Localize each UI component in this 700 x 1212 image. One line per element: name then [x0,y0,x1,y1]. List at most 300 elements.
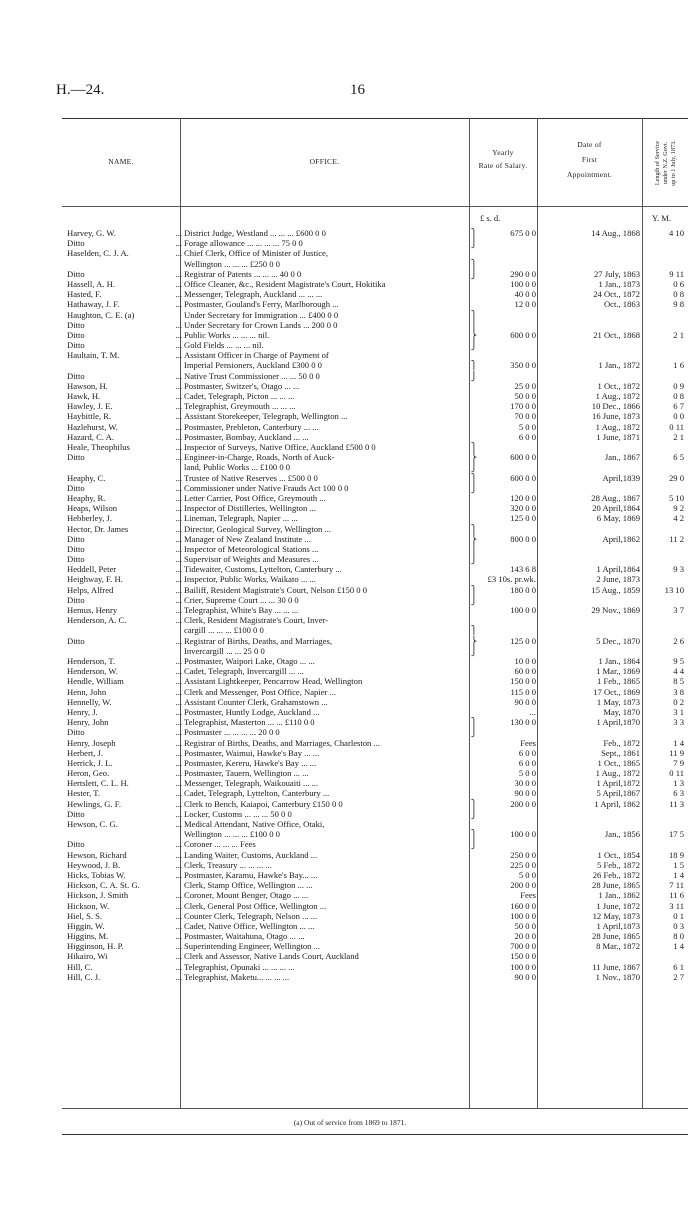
table-row [0,442,700,452]
brace-mark: ⎭ [470,238,478,249]
date-cell: 1 Oct., 1854 [597,849,640,860]
table-row [0,350,700,360]
table-row [0,248,700,258]
office-cell: Inspector of Distilleries, Wellington ... [184,503,316,514]
leader-dots: ... [175,706,182,717]
table-row [0,921,700,931]
salary-cell: 90 0 0 [514,971,536,982]
leader-dots: ... [175,676,182,687]
office-cell: Registrar of Births, Deaths, and Marriages, Charleston ... [184,737,380,748]
office-cell: Postmaster, Prebleton, Canterbury ... ... [184,421,319,432]
table-row [0,513,700,523]
table-row [0,788,700,798]
column-header-salary [469,148,537,170]
name-cell: Hewson, Richard [67,849,127,860]
leader-dots: ... [175,890,182,901]
salary-cell: 150 0 0 [510,951,536,962]
table-row [0,228,700,238]
name-cell: Hazard, C. A. [67,431,115,442]
table-row [0,697,700,707]
office-cell: Letter Carrier, Post Office, Greymouth ... [184,492,326,503]
date-cell: 1 Jan., 1862 [598,890,640,901]
name-cell: Ditto [67,808,85,819]
leader-dots: ... [175,951,182,962]
length-cell: 3 11 [669,900,684,911]
name-cell: Ditto [67,533,85,544]
leader-dots: ... [175,441,182,452]
leader-dots: ... [175,910,182,921]
office-cell: Commissioner under Native Frauds Act 100 0 0 [184,482,349,493]
office-cell: Under Secretary for Immigration ... £400 0 0 [184,309,339,320]
salary-cell: 125 0 0 [510,635,536,646]
office-cell: Assistant Lightkeeper, Pencarrow Head, Wellington [184,676,363,687]
office-cell: Counter Clerk, Telegraph, Nelson ... ... [184,910,318,921]
length-cell: 0 1 [673,910,684,921]
table-row [0,839,700,849]
salary-cell: 290 0 0 [510,268,536,279]
office-cell: Public Works ... ... ... nil. [184,329,270,340]
salary-cell: ... [529,706,536,717]
date-cell: 14 Aug., 1868 [591,228,640,238]
name-cell: Ditto [67,340,85,351]
page-number: 16 [350,82,365,98]
length-cell: 18 9 [668,849,684,860]
office-cell: Wellington ... ... ... £100 0 0 [184,829,280,840]
office-cell: Inspector of Surveys, Native Office, Auckland £500 0 0 [184,441,376,452]
office-cell: Messenger, Telegraph, Auckland ... ... ... [184,289,323,300]
name-cell: Henry, J. [67,706,98,717]
leader-dots: ... [175,778,182,789]
brace-mark: ⎭ [470,340,478,351]
column-header-length [645,122,687,204]
leader-dots: ... [175,492,182,503]
office-cell: cargill ... ... ... £100 0 0 [184,625,264,636]
salary-cell: 100 0 0 [510,278,536,289]
name-cell: Higgins, M. [67,931,109,942]
name-cell: Heaphy, C. [67,472,106,483]
date-header-line-1: Date of [577,140,602,149]
footnote: (a) Out of service from 1869 to 1871. [293,1118,407,1127]
name-cell: Haselden, C. J. A. [67,248,129,259]
date-cell: 11 June, 1867 [592,961,640,972]
date-cell: 15 Aug., 1859 [591,584,640,595]
salary-cell: 6 0 0 [518,757,536,768]
date-cell: 1 April,1872 [596,778,640,789]
office-cell: Superintending Engineer, Wellington ... [184,941,321,952]
office-cell: Chief Clerk, Office of Minister of Justice, [184,248,328,259]
leader-dots: ... [175,543,182,554]
table-row [0,880,700,890]
office-cell: Assistant Storekeeper, Telegraph, Wellington ... [184,411,348,422]
name-cell: Henry, Joseph [67,737,116,748]
leader-dots: ... [175,839,182,850]
name-cell: Hebberley, J. [67,513,113,524]
table-row [0,259,700,269]
salary-cell: 170 0 0 [510,401,536,412]
date-cell: 1 April,1873 [596,920,640,931]
length-cell: 6 5 [673,452,684,463]
salary-cell: 70 0 0 [514,411,536,422]
date-cell: 1 Jan., 1864 [598,655,640,666]
name-cell: Heale, Theophilus [67,441,130,452]
date-cell: 17 Oct., 1869 [593,686,640,697]
table-row [0,381,700,391]
leader-dots: ... [175,727,182,738]
leader-dots: ... [175,452,182,463]
date-cell: 1 Mar., 1869 [596,666,640,677]
leader-dots: ... [175,340,182,351]
name-cell: Hiel, S. S. [67,910,103,921]
brace-mark: ⎫ [470,625,478,636]
date-cell: Jan., 1867 [604,452,640,463]
brace-mark: ⎫ [470,717,478,728]
office-cell: Gold Fields ... ... ... nil. [184,340,264,351]
length-cell: 2 1 [673,329,684,340]
length-cell: 4 10 [668,228,684,238]
name-cell: Ditto [67,554,85,565]
name-cell: Higginson, H. P. [67,941,124,952]
date-cell: 1 Nov., 1870 [595,971,640,982]
date-cell: 5 Dec., 1870 [596,635,640,646]
table-row [0,799,700,809]
office-cell: Office Cleaner, &c., Resident Magistrate's Court, Hokitika [184,278,386,289]
brace-mark: ⎫ [470,309,478,320]
brace-mark: ⎭ [470,482,478,493]
brace-mark: ⎬ [470,452,478,463]
name-cell: Harvey, G. W. [67,228,116,238]
office-cell: Telegraphist, Greymouth ... ... ... [184,401,296,412]
table-row [0,524,700,534]
brace-mark: ⎫ [470,472,478,483]
office-cell: Clerk to Bench, Kaiapoi, Canterbury £150 0 0 [184,798,343,809]
leader-dots: ... [175,849,182,860]
leader-dots: ... [175,238,182,249]
table-row [0,289,700,299]
brace-mark: ⎭ [470,839,478,850]
table-row [0,503,700,513]
leader-dots: ... [175,920,182,931]
leader-dots: ... [175,971,182,982]
name-cell: Ditto [67,370,85,381]
salary-cell: 700 0 0 [510,941,536,952]
leader-dots: ... [175,961,182,972]
length-cell: 6 3 [673,788,684,799]
salary-cell: 60 0 0 [514,666,536,677]
table-row [0,483,700,493]
length-cell: 7 9 [673,757,684,768]
office-cell: Postmaster, Tauern, Wellington ... ... [184,768,309,779]
salary-cell: 30 0 0 [514,778,536,789]
name-cell: Hickson, C. A. St. G. [67,880,140,891]
table-row [0,279,700,289]
date-cell: Oct., 1863 [603,299,640,310]
brace-mark: ⎭ [470,594,478,605]
salary-cell: 600 0 0 [510,472,536,483]
name-cell: Hendle, William [67,676,124,687]
office-cell: Coroner ... ... ... Fees [184,839,256,850]
salary-cell: 160 0 0 [510,900,536,911]
name-cell: Heaphy, R. [67,492,106,503]
office-cell: Lineman, Telegraph, Napier ... ... [184,513,298,524]
name-cell: Heighway, F. H. [67,574,123,585]
length-cell: 17 5 [668,829,684,840]
leader-dots: ... [175,717,182,728]
footnote-rule [62,1108,688,1109]
office-cell: Wellington ... ... ... £250 0 0 [184,258,280,269]
salary-cell: 200 0 0 [510,798,536,809]
leader-dots: ... [175,666,182,677]
salary-cell: 115 0 0 [510,686,536,697]
office-cell: Cadet, Native Office, Wellington ... ... [184,920,315,931]
length-cell: 0 9 [673,380,684,391]
length-cell: 8 5 [673,676,684,687]
name-cell: Herrick, J. L. [67,757,113,768]
leader-dots: ... [175,696,182,707]
name-cell: Henderson, W. [67,666,118,677]
name-cell: Hill, C. J. [67,971,101,982]
salary-cell: 125 0 0 [510,513,536,524]
leader-dots: ... [175,482,182,493]
date-cell: 28 Aug., 1867 [591,492,640,503]
table-row [0,666,700,676]
leader-dots: ... [175,605,182,616]
leader-dots: ... [175,278,182,289]
brace-mark: ⎪ [470,543,478,554]
length-cell: 0 8 [673,391,684,402]
name-cell: Henderson, T. [67,655,116,666]
table-row [0,951,700,961]
table-row [0,564,700,574]
date-cell: 1 April, 1862 [594,798,640,809]
salary-cell: 225 0 0 [510,859,536,870]
length-cell: 4 2 [673,513,684,524]
table-row [0,656,700,666]
length-cell: 11 2 [669,533,684,544]
table-row [0,605,700,615]
table-row [0,758,700,768]
brace-mark: ⎫ [470,360,478,371]
table-row [0,829,700,839]
salary-cell: 320 0 0 [510,503,536,514]
leader-dots: ... [175,686,182,697]
office-cell: Registrar of Births, Deaths, and Marriages, [184,635,332,646]
length-cell: 1 4 [673,737,684,748]
salary-cell: 600 0 0 [510,452,536,463]
name-cell: Ditto [67,319,85,330]
salary-cell: 120 0 0 [510,492,536,503]
office-cell: Manager of New Zealand Institute ... [184,533,311,544]
brace-mark: ⎫ [470,523,478,534]
office-cell: Postmaster, Karamu, Hawke's Bay... ... [184,869,318,880]
length-cell: 2 1 [673,431,684,442]
salary-cell: Fees [520,890,536,901]
name-cell: Hester, T. [67,788,100,799]
table-row [0,636,700,646]
leader-dots: ... [175,564,182,575]
name-cell: Haughton, C. E. (a) [67,309,135,320]
leader-dots: ... [175,798,182,809]
office-cell: Postmaster, Bombay, Auckland ... ... [184,431,309,442]
office-cell: Forage allowance ... ... ... ... 75 0 0 [184,238,303,249]
leader-dots: ... [175,472,182,483]
length-cell: 7 11 [669,880,684,891]
date-cell: May, 1870 [603,706,640,717]
leader-dots: ... [175,584,182,595]
salary-cell: 5 0 0 [518,768,536,779]
length-cell: 13 10 [664,584,684,595]
office-cell: Telegraphist, Opunaki ... ... ... ... [184,961,295,972]
office-cell: Cadet, Telegraph, Invercargill ... ... [184,666,304,677]
length-cell: 8 0 [673,931,684,942]
name-cell: Ditto [67,839,85,850]
table-row [0,411,700,421]
column-header-office: OFFICE. [309,157,340,166]
office-cell: Assistant Officer in Charge of Payment of [184,350,329,361]
office-cell: Clerk and Assessor, Native Lands Court, Auckland [184,951,359,962]
office-cell: Clerk, Resident Magistrate's Court, Inver- [184,615,329,626]
date-cell: 1 Aug., 1872 [595,391,640,402]
table-row [0,890,700,900]
table-row [0,452,700,462]
name-cell: Ditto [67,329,85,340]
salary-cell: 100 0 0 [510,829,536,840]
salary-units: £ s. d. [480,213,501,223]
table-row [0,687,700,697]
leader-dots: ... [175,380,182,391]
name-cell: Ditto [67,238,85,249]
office-cell: Director, Geological Survey, Wellington ... [184,523,331,534]
leader-dots: ... [175,768,182,779]
office-cell: Cadet, Telegraph, Picton ... ... ... [184,391,295,402]
leader-dots: ... [175,513,182,524]
name-cell: Hawk, H. [67,391,101,402]
salary-header-line-2: Rate of Salary. [478,161,528,170]
name-cell: Hickson, W. [67,900,110,911]
office-cell: Postmaster, Waipori Lake, Otago ... ... [184,655,315,666]
name-cell: Hennelly, W. [67,696,112,707]
length-cell: 0 6 [673,278,684,289]
office-cell: Locker, Customs ... ... ... 50 0 0 [184,808,292,819]
salary-cell: 180 0 0 [510,584,536,595]
table-row [0,625,700,635]
office-cell: land, Public Works ... £100 0 0 [184,462,291,473]
name-cell: Henry, John [67,717,109,728]
table-row [0,473,700,483]
leader-dots: ... [175,757,182,768]
office-cell: Postmaster ... ... ... ... 20 0 0 [184,727,280,738]
leader-dots: ... [175,299,182,310]
table-row [0,310,700,320]
office-cell: Inspector of Meteorological Stations ... [184,543,319,554]
office-cell: Assistant Counter Clerk, Grahamstown ... [184,696,328,707]
leader-dots: ... [175,747,182,758]
name-cell: Henn, John [67,686,107,697]
length-cell: 1 4 [673,941,684,952]
salary-cell: 100 0 0 [510,961,536,972]
table-row [0,778,700,788]
length-cell: 9 5 [673,655,684,666]
column-header-date [537,140,642,179]
length-units: Y. M. [652,213,671,223]
leader-dots: ... [175,411,182,422]
leader-dots: ... [175,319,182,330]
salary-cell: 5 0 0 [518,869,536,880]
date-cell: 21 Oct., 1868 [593,329,640,340]
leader-dots: ... [175,788,182,799]
table-row [0,422,700,432]
office-cell: Inspector, Public Works, Waikato ... ... [184,574,316,585]
table-row [0,391,700,401]
table-row [0,534,700,544]
name-cell: Hathaway, J. F. [67,299,120,310]
office-cell: Tidewaiter, Customs, Lyttelton, Canterbury ... [184,564,342,575]
leader-dots: ... [175,533,182,544]
table-row [0,911,700,921]
date-cell: 5 April,1867 [596,788,640,799]
date-cell: 28 June, 1865 [592,880,640,891]
leader-dots: ... [175,900,182,911]
office-cell: Telegraphist, Maketu... ... ... ... [184,971,290,982]
table-row [0,432,700,442]
date-cell: 16 June, 1873 [592,411,640,422]
office-cell: Clerk and Messenger, Post Office, Napier ... [184,686,336,697]
office-cell: Postmaster, Kereru, Hawke's Bay ... ... [184,757,317,768]
table-row [0,870,700,880]
name-cell: Hickson, J. Smith [67,890,129,901]
brace-mark: ⎫ [470,228,478,238]
date-cell: 1 Oct., 1872 [597,380,640,391]
length-header-line-3: up to 1 July, 1873. [670,140,677,186]
length-cell: 29 0 [668,472,684,483]
name-cell: Heron, Geo. [67,768,110,779]
length-header-line-2: under N.Z. Govt. [662,141,669,185]
leader-dots: ... [175,554,182,565]
leader-dots: ... [175,859,182,870]
name-cell: Hawson, H. [67,380,108,391]
date-cell: 1 June, 1872 [596,900,640,911]
table-row [0,707,700,717]
leader-dots: ... [175,421,182,432]
date-cell: 28 June, 1865 [592,931,640,942]
name-cell: Ditto [67,727,85,738]
length-header-line-1: Length of Service [654,140,661,186]
office-cell: Cadet, Telegraph, Lyttelton, Canterbury ... [184,788,330,799]
office-cell: Messenger, Telegraph, Waikouaiti ... ... [184,778,319,789]
salary-cell: 800 0 0 [510,533,536,544]
length-cell: 1 3 [673,778,684,789]
office-cell: Landing Waiter, Customs, Auckland ... [184,849,318,860]
header-rule [62,206,688,207]
table-row [0,401,700,411]
name-cell: Ditto [67,635,85,646]
table-row [0,972,700,982]
date-cell: 29 Nov., 1869 [591,605,640,616]
name-cell: Helps, Alfred [67,584,114,595]
office-cell: Invercargill ... ... 25 0 0 [184,645,265,656]
name-cell: Higgin, W. [67,920,105,931]
date-cell: 24 Oct., 1872 [593,289,640,300]
date-cell: 8 Mar., 1872 [596,941,640,952]
date-cell: 1 Aug., 1872 [595,768,640,779]
salary-cell: 12 0 0 [514,299,536,310]
table-row [0,901,700,911]
name-cell: Ditto [67,452,85,463]
name-cell: Hewson, C. G. [67,819,118,830]
office-cell: Crier, Supreme Court ... ... 30 0 0 [184,594,299,605]
office-cell: Bailiff, Resident Magistrate's Court, Nelson £150 0 0 [184,584,368,595]
length-cell: 3 7 [673,605,684,616]
brace-mark: ⎫ [470,829,478,840]
